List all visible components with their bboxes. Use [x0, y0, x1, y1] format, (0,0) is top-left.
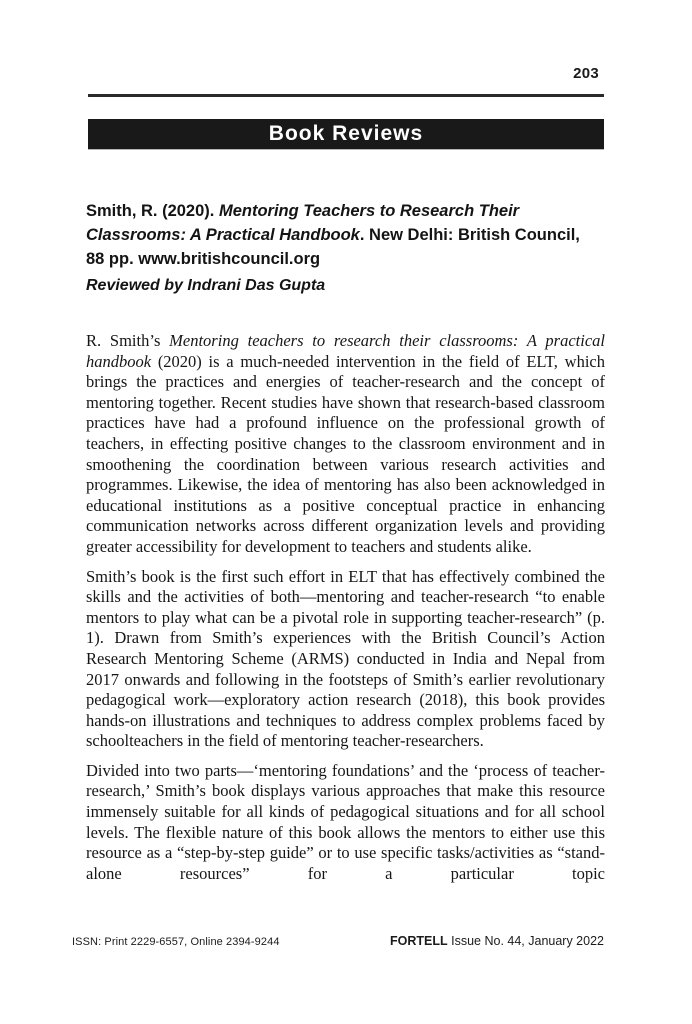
- header-rule: [88, 94, 604, 97]
- paragraph-1-lead: R. Smith’s: [86, 331, 170, 350]
- book-reviews-banner: [88, 119, 604, 149]
- paragraph-1-book-title: Mentoring teachers to research their classrooms: A practical handbook: [86, 331, 605, 371]
- review-paragraph-1: [86, 331, 605, 558]
- reviewer-byline: Reviewed by Indrani Das Gupta: [86, 277, 326, 294]
- paragraph-1-text: (2020) is a much-needed intervention in the field of ELT, which brings the practices and energies of teacher-research and the concept of mentoring together. Recent studies have shown that research-based classroom practices have had a profound influence on the professional growth of teachers, in effecting positive changes to the classroom environment and in smoothening the coordination between various research activities and programmes. Likewise, the idea of mentoring has also been acknowledged in educational institutions as a positive conceptual practice in enhancing communication networks across different organization levels and providing greater accessibility for development to teachers and students alike.: [86, 351, 605, 556]
- review-paragraph-2: Smith’s book is the first such effort in ELT that has effectively combined the skills and the activities of both—mentoring and teacher-research “to enable mentors to play what can be a pivotal role in supporting teacher-research” (p. 1). Drawn from Smith’s experiences with the British Council’s Action Research Mentoring Scheme (ARMS) conducted in India and Nepal from 2017 onwards and following in the footsteps of Smith’s earlier revolutionary pedagogical work—exploratory action research (2018), this book provides hands-on illustrations and techniques to address complex problems faced by schoolteachers in the field of mentoring teacher-researchers.: [86, 566, 605, 751]
- citation-url: www.britishcouncil.org: [138, 250, 321, 268]
- footer: [72, 934, 604, 948]
- footer-issue-info: Issue No. 44, January 2022: [447, 934, 604, 948]
- citation-book-title: Mentoring Teachers to Research Their Classrooms: A Practical Handbook: [86, 202, 520, 244]
- review-paragraph-3: Divided into two parts—‘mentoring foundations’ and the ‘process of teacher-research,’ Smith’s book displays various approaches that make this resource immensely suitable for all kinds of pedagogical situations and for all school levels. The flexible nature of this book allows the mentors to either use this resource as a “step-by-step guide” or to use specific tasks/activities as “stand-alone resources” for a particular topic: [86, 760, 605, 883]
- page-number: 203: [573, 65, 599, 82]
- review-body: [86, 331, 605, 884]
- footer-journal: [390, 934, 604, 948]
- footer-issn: ISSN: Print 2229-6557, Online 2394-9244: [72, 936, 280, 948]
- banner-title: Book Reviews: [268, 122, 424, 145]
- citation-author-year: Smith, R. (2020).: [86, 202, 219, 220]
- citation-publisher: . New Delhi: British Council, 88 pp.: [86, 226, 580, 268]
- citation: [86, 199, 591, 271]
- footer-journal-name: FORTELL: [390, 934, 448, 948]
